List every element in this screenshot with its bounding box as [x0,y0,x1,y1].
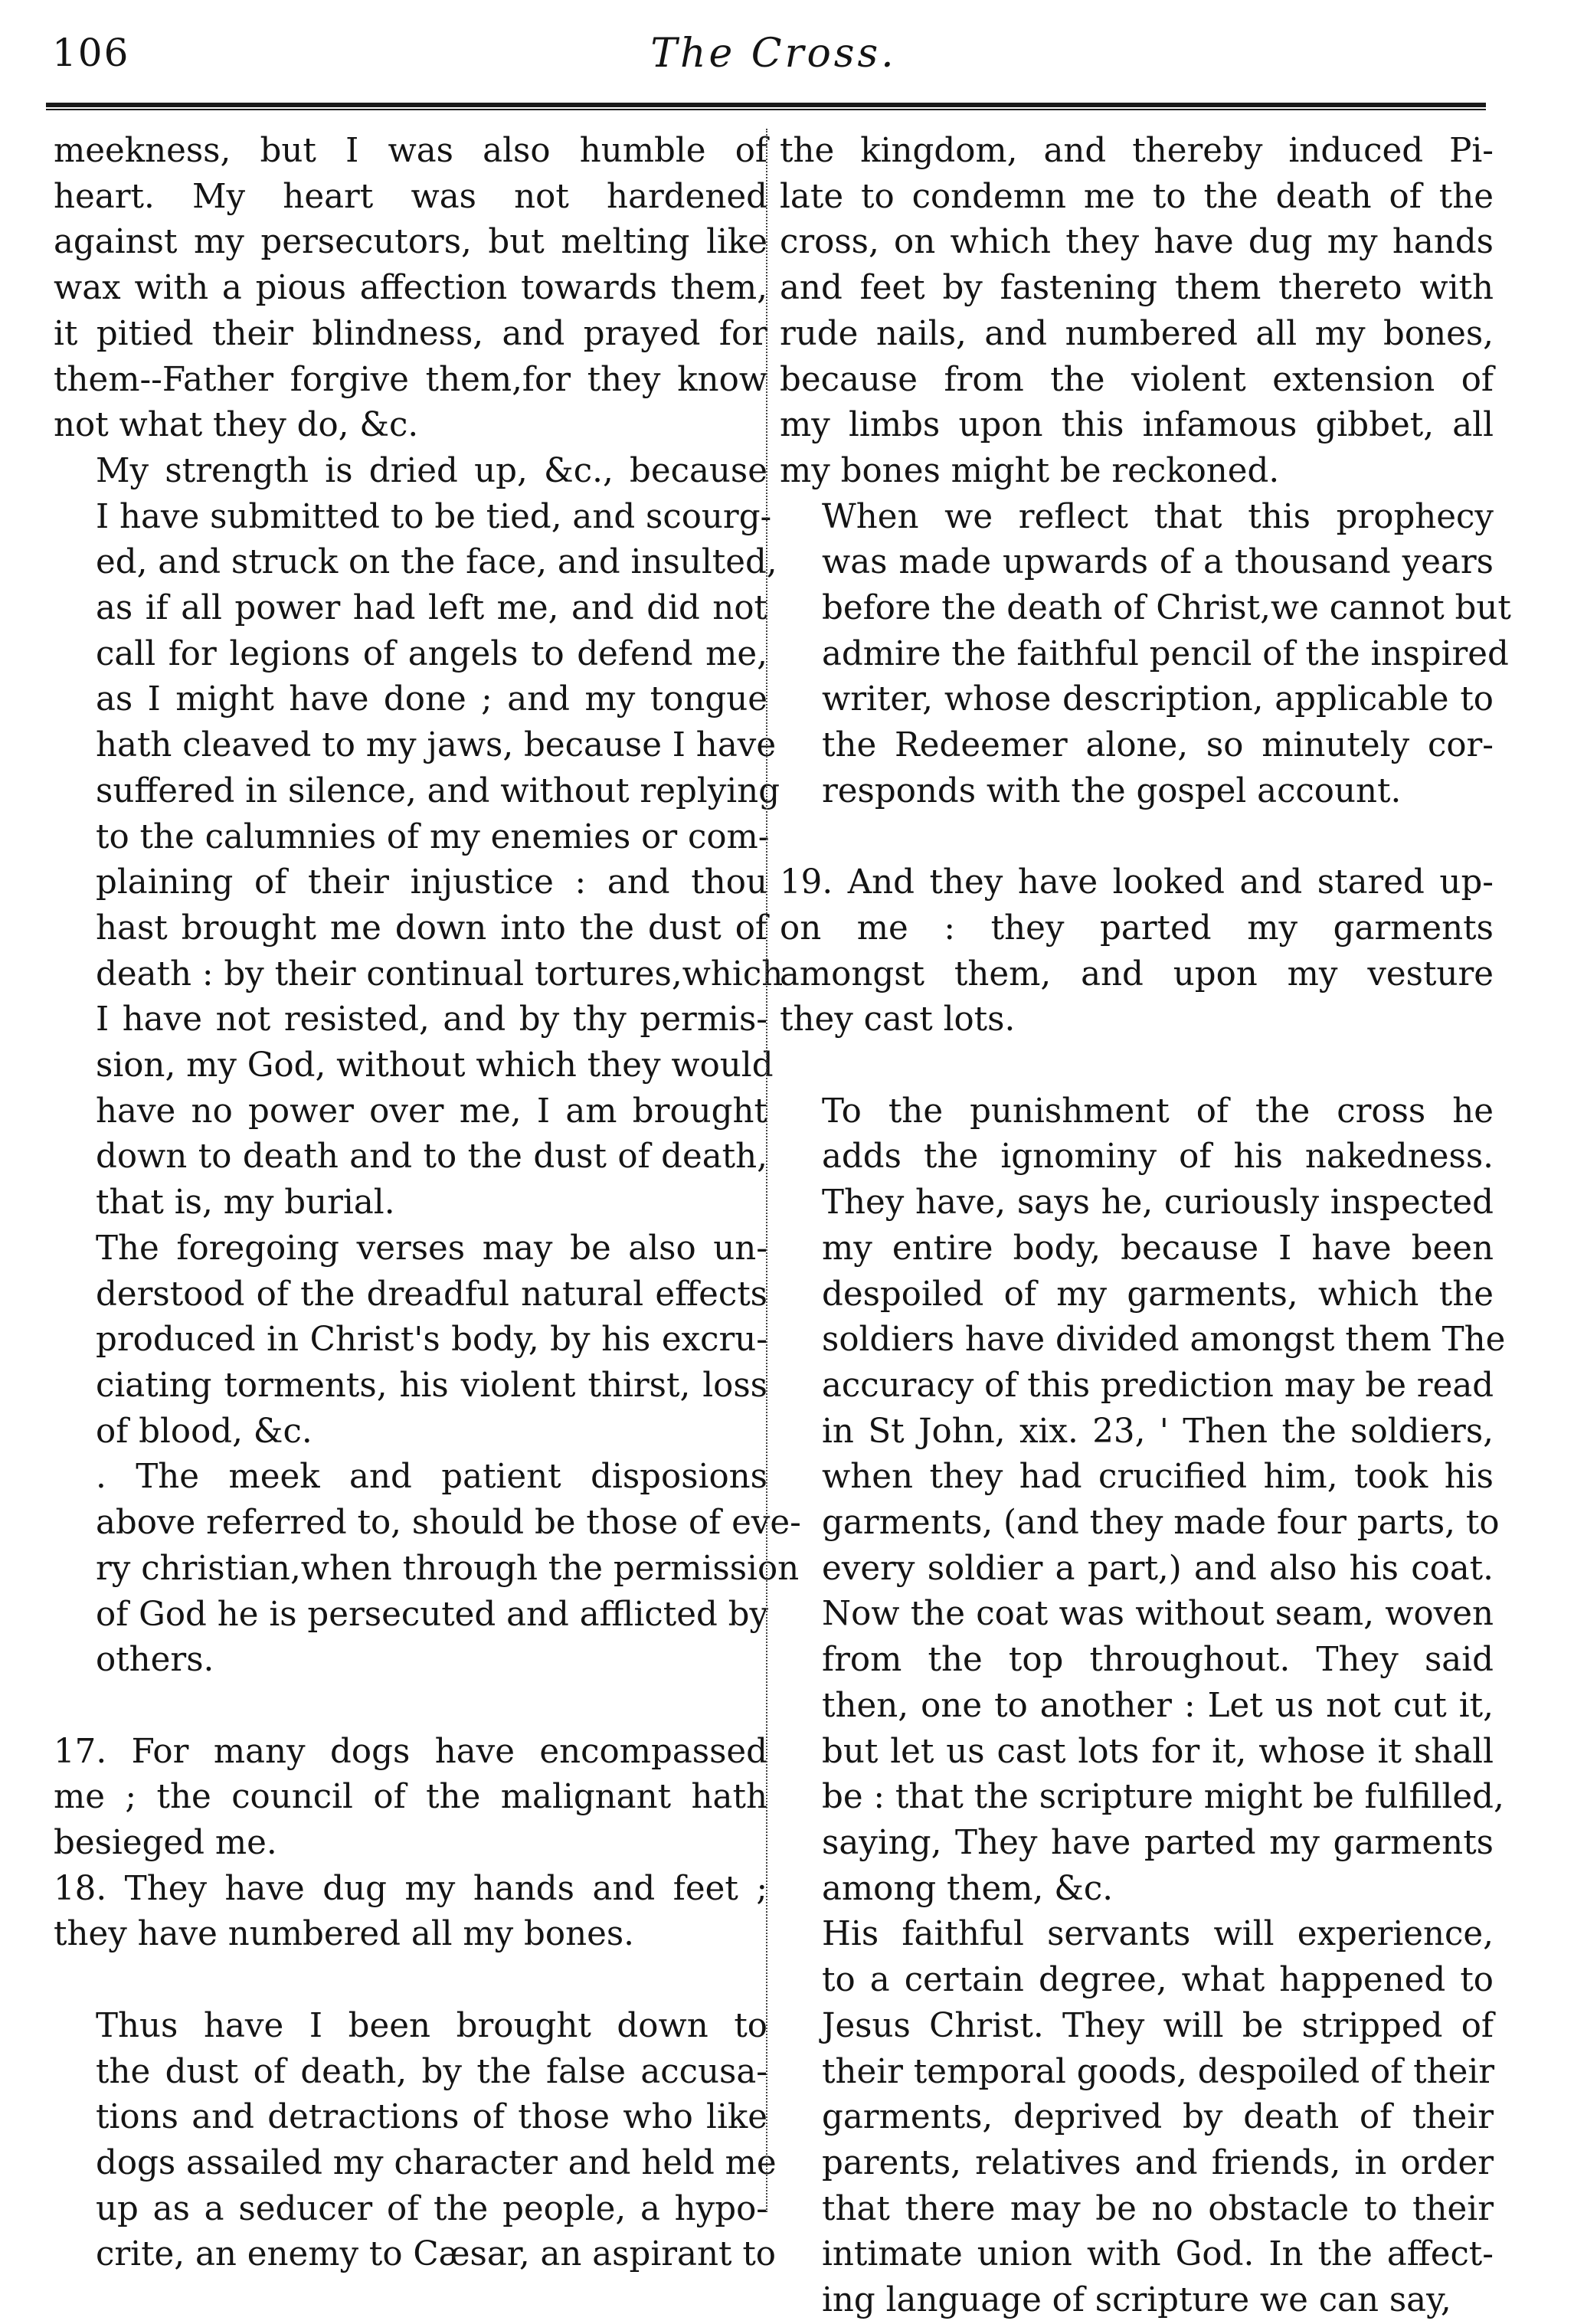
text-line: down to death and to the dust of death, [96,1137,767,1177]
verse-paragraph [54,1730,767,1867]
text-paragraph [54,129,767,449]
text-line: it pitied their blindness, and prayed for [54,314,767,353]
text-line: hath cleaved to my jaws, because I have [96,726,777,765]
text-line: my bones might be reckoned. [780,451,1280,490]
column-divider [766,129,767,2212]
text-line: when they had crucified him, took his [822,1458,1494,1497]
text-line: My strength is dried up, &c., because [96,451,767,490]
text-paragraph [54,1226,767,1455]
text-line: be : that the scripture might be fulfilled, [822,1778,1504,1817]
text-line: me ; the council of the malignant hath [54,1778,767,1817]
text-line: the Redeemer alone, so minutely cor- [822,726,1494,765]
text-line: Now the coat was without seam, woven [822,1595,1494,1634]
text-line: crite, an enemy to Cæsar, an aspirant to [96,2235,776,2274]
text-line: among them, &c. [822,1869,1114,1908]
text-line: call for legions of angels to defend me, [96,634,767,673]
text-line: hast brought me down into the dust of [96,908,767,948]
text-paragraph [780,495,1511,815]
text-paragraph [780,1089,1506,1913]
text-line: of blood, &c. [96,1412,313,1451]
text-line: They have, says he, curiously inspected [822,1183,1494,1223]
text-line: from the top throughout. They said [822,1641,1494,1680]
text-line: accuracy of this prediction may be read [822,1366,1494,1405]
text-line: saying, They have parted my garments [822,1823,1494,1862]
text-line: was made upwards of a thousand years [822,543,1494,582]
text-line: amongst them, and upon my vesture [780,954,1494,993]
text-line: 17. For many dogs have encompassed [54,1732,767,1771]
text-line: derstood of the dreadful natural effects [96,1275,767,1314]
text-line: soldiers have divided amongst them The [822,1321,1506,1360]
text-line: produced in Christ's body, by his excru- [96,1321,767,1360]
text-line: them--Father forgive them,for they know [54,360,767,399]
text-line: wax with a pious affection towards them, [54,269,767,308]
page-header [46,31,1501,84]
verse-paragraph [54,1867,767,1958]
text-line: meekness, but I was also humble of [54,132,767,170]
text-line: in St John, xix. 23, ' Then the soldiers, [822,1412,1494,1451]
text-line: garments, (and they made four parts, to [822,1504,1500,1543]
text-line: my entire body, because I have been [822,1229,1494,1268]
text-line: above referred to, should be those of eve- [96,1504,801,1543]
text-line: Thus have I been brought down to [96,2006,767,2045]
text-line: that there may be no obstacle to their [822,2189,1494,2228]
text-line: ed, and struck on the face, and insulted, [96,543,777,582]
text-line: I have not resisted, and by thy permis- [96,1000,767,1039]
left-column [54,129,801,2278]
text-line: adds the ignominy of his nakedness. [822,1137,1494,1177]
text-line: others. [96,1641,214,1680]
text-line: 18. They have dug my hands and feet ; [54,1869,767,1908]
text-line: they have numbered all my bones. [54,1915,635,1954]
text-line: up as a seducer of the people, a hypo- [96,2189,767,2228]
text-line: on me : they parted my garments [780,908,1494,948]
text-line: despoiled of my garments, which the [822,1275,1494,1314]
text-line: rude nails, and numbered all my bones, [780,314,1494,353]
text-line: plaining of their injustice : and thou [96,863,767,902]
text-line: besieged me. [54,1824,277,1862]
text-line: suffered in silence, and without replying [96,771,780,810]
text-line: my limbs upon this infamous gibbet, all [780,406,1494,445]
text-line: because from the violent extension of [780,360,1494,399]
text-line: death : by their continual tortures,which [96,954,784,993]
text-line: When we reflect that this prophecy [822,497,1494,536]
page-number: 106 [52,31,130,75]
text-line: ing language of scripture we can say, [822,2281,1451,2320]
text-line: responds with the gospel account. [822,771,1402,810]
text-paragraph [54,2004,777,2278]
text-paragraph [54,449,784,1226]
text-line: . The meek and patient disposions [96,1458,767,1497]
text-line: admire the faithful pencil of the inspired [822,634,1509,673]
text-line: 19. And they have looked and stared up- [780,863,1494,902]
text-line: The foregoing verses may be also un- [96,1229,767,1268]
text-line: of God he is persecuted and afflicted by [96,1595,769,1634]
running-title: The Cross. [650,31,897,77]
text-line: ciating torments, his violent thirst, loss [96,1366,767,1405]
text-line: late to condemn me to the death of the [780,177,1494,216]
text-paragraph [54,1455,801,1684]
text-line: To the punishment of the cross he [822,1092,1494,1131]
text-line: and feet by fastening them thereto with [780,269,1494,308]
text-line: the kingdom, and thereby induced Pi- [780,132,1494,170]
text-line: before the death of Christ,we cannot but [822,589,1511,628]
text-line: they cast lots. [780,1000,1016,1039]
right-column [780,129,1511,2324]
text-line: garments, deprived by death of their [822,2098,1494,2137]
header-rule [46,100,1486,113]
text-line: against my persecutors, but melting like [54,223,767,262]
text-line: but let us cast lots for it, whose it shall [822,1732,1494,1771]
text-line: sion, my God, without which they would [96,1046,774,1085]
text-line: heart. My heart was not hardened [54,177,767,216]
text-line: have no power over me, I am brought [96,1092,767,1131]
text-line: Jesus Christ. They will be stripped of [822,2006,1494,2045]
text-line: as I might have done ; and my tongue [96,680,767,719]
text-line: His faithful servants will experience, [822,1915,1494,1954]
text-line: cross, on which they have dug my hands [780,223,1494,262]
text-line: every soldier a part,) and also his coat. [822,1549,1494,1588]
text-line: tions and detractions of those who like [96,2098,767,2137]
text-line: ry christian,when through the permission [96,1549,800,1588]
text-line: their temporal goods, despoiled of their [822,2052,1495,2091]
text-line: as if all power had left me, and did not [96,589,767,628]
text-line: intimate union with God. In the affect- [822,2235,1494,2274]
text-paragraph [780,1912,1494,2323]
text-line: the dust of death, by the false accusa- [96,2052,767,2091]
text-line: then, one to another : Let us not cut it, [822,1686,1494,1725]
text-line: writer, whose description, applicable to [822,680,1494,719]
text-line: to the calumnies of my enemies or com- [96,817,770,856]
text-line: dogs assailed my character and held me [96,2143,777,2182]
text-line: parents, relatives and friends, in order [822,2143,1494,2182]
text-line: that is, my burial. [96,1183,395,1223]
verse-paragraph [780,860,1494,1043]
text-line: to a certain degree, what happened to [822,1961,1494,2000]
text-line: not what they do, &c. [54,406,419,445]
text-paragraph [780,129,1494,495]
text-line: I have submitted to be tied, and scourg- [96,497,772,536]
